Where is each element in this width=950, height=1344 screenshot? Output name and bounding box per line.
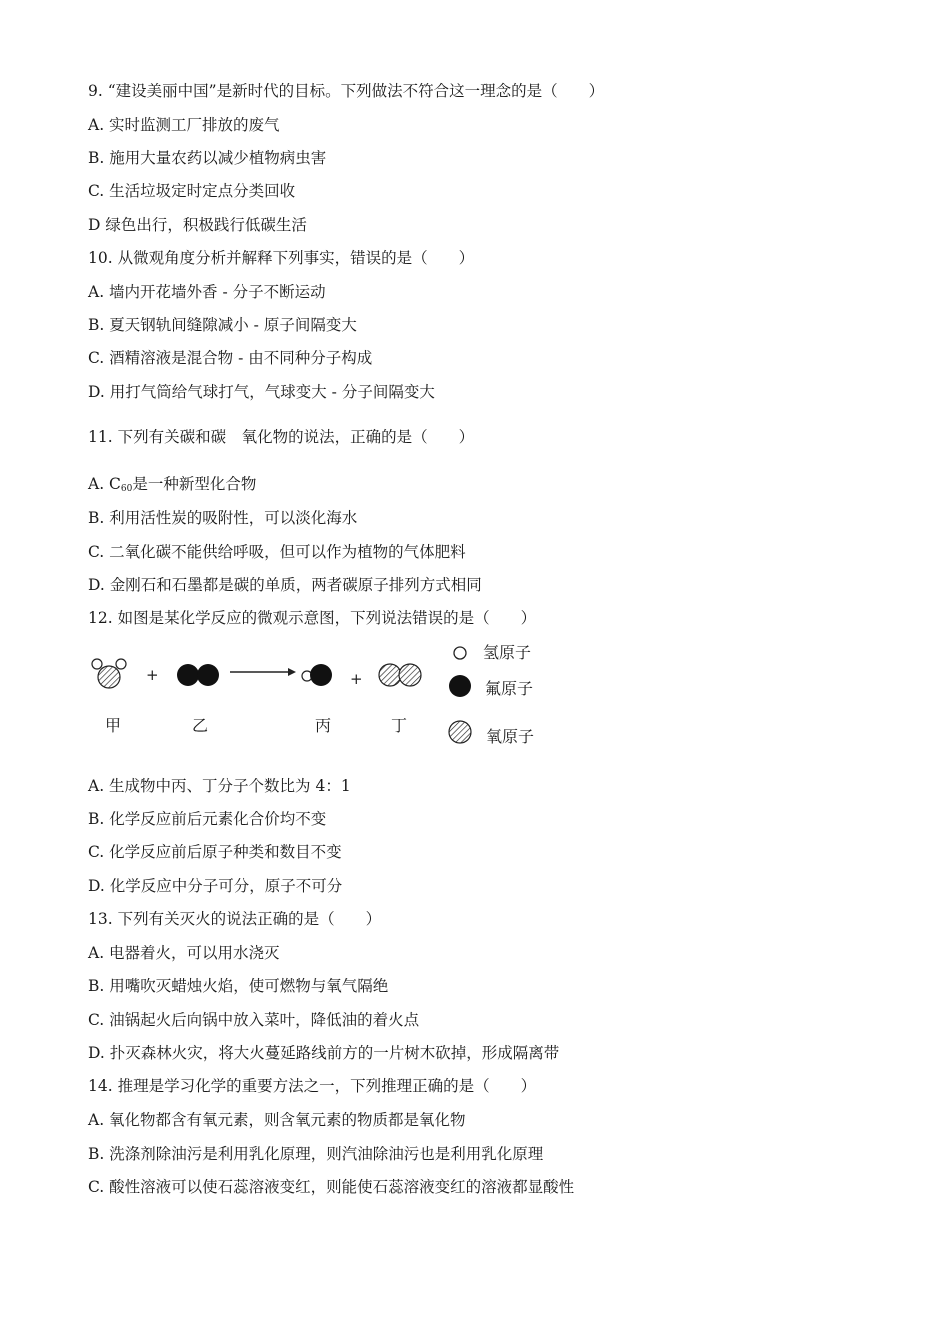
question-10-option-a: A. 墙内开花墙外香 - 分子不断运动: [88, 283, 326, 301]
question-10-option-d: D. 用打气筒给气球打气，气球变大 - 分子间隔变大: [88, 383, 435, 401]
plus-sign-1: +: [146, 666, 159, 684]
label-jia: 甲: [105, 716, 122, 735]
question-14-option-b: B. 洗涤剂除油污是利用乳化原理，则汽油除油污也是利用乳化原理: [88, 1145, 544, 1163]
question-11-option-a-subscript: 60: [120, 484, 133, 494]
question-11-stem: 11. 下列有关碳和碳 氧化物的说法，正确的是（ ）: [88, 428, 475, 446]
question-13-option-c: C. 油锅起火后向锅中放入菜叶，降低油的着火点: [88, 1011, 420, 1029]
legend-fluorine-label: 氟原子: [485, 679, 534, 698]
question-12-option-a: A. 生成物中丙、丁分子个数比为 4：1: [88, 777, 351, 795]
molecule-jia: [92, 659, 126, 688]
question-10-stem: 10. 从微观角度分析并解释下列事实，错误的是（ ）: [88, 249, 475, 267]
legend-oxygen-label: 氧原子: [486, 727, 535, 746]
question-11-option-d: D. 金刚石和石墨都是碳的单质，两者碳原子排列方式相同: [88, 576, 482, 594]
label-yi: 乙: [192, 716, 209, 735]
reaction-arrow-icon: [230, 668, 296, 676]
molecule-bing: [302, 664, 332, 686]
question-11-option-a-prefix: A. C: [88, 475, 121, 493]
question-9-option-b: B. 施用大量农药以减少植物病虫害: [88, 149, 327, 167]
question-13-option-a: A. 电器着火，可以用水浇灭: [88, 944, 280, 962]
question-12-option-b: B. 化学反应前后元素化合价均不变: [88, 810, 327, 828]
question-11-option-c: C. 二氧化碳不能供给呼吸，但可以作为植物的气体肥料: [88, 543, 466, 561]
question-13-stem: 13. 下列有关灭火的说法正确的是（ ）: [88, 910, 382, 928]
legend-hydrogen-label: 氢原子: [483, 643, 532, 662]
question-10-option-b: B. 夏天钢轨间缝隙减小 - 原子间隔变大: [88, 316, 357, 334]
question-13-option-d: D. 扑灭森林火灾，将大火蔓延路线前方的一片树木砍掉，形成隔离带: [88, 1044, 560, 1062]
molecule-ding: [379, 664, 421, 686]
question-12-stem: 12. 如图是某化学反应的微观示意图，下列说法错误的是（ ）: [88, 609, 537, 627]
question-9-option-c: C. 生活垃圾定时定点分类回收: [88, 182, 296, 200]
reaction-diagram: [88, 640, 558, 752]
question-12-option-d: D. 化学反应中分子可分，原子不可分: [88, 877, 343, 895]
question-14-stem: 14. 推理是学习化学的重要方法之一，下列推理正确的是（ ）: [88, 1077, 537, 1095]
legend-hydrogen-icon: [454, 647, 466, 659]
legend-fluorine-icon: [449, 675, 471, 697]
question-14-option-c: C. 酸性溶液可以使石蕊溶液变红，则能使石蕊溶液变红的溶液都显酸性: [88, 1178, 575, 1196]
question-11-option-a: [88, 474, 256, 499]
question-11-option-a-rest: 是一种新型化合物: [132, 475, 257, 493]
plus-sign-2: +: [350, 670, 363, 688]
question-13-option-b: B. 用嘴吹灭蜡烛火焰，使可燃物与氧气隔绝: [88, 977, 389, 995]
label-ding: 丁: [391, 716, 408, 735]
question-10-option-c: C. 酒精溶液是混合物 - 由不同种分子构成: [88, 349, 373, 367]
question-9-option-d: D 绿色出行，积极践行低碳生活: [88, 216, 307, 234]
question-9-stem: 9. “建设美丽中国”是新时代的目标。下列做法不符合这一理念的是（ ）: [88, 82, 605, 100]
question-14-option-a: A. 氧化物都含有氧元素，则含氧元素的物质都是氧化物: [88, 1111, 466, 1129]
molecule-yi: [177, 664, 219, 686]
label-bing: 丙: [315, 716, 332, 735]
legend-oxygen-icon: [449, 721, 471, 743]
question-11-option-b: B. 利用活性炭的吸附性，可以淡化海水: [88, 509, 358, 527]
question-12-option-c: C. 化学反应前后原子种类和数目不变: [88, 843, 342, 861]
question-9-option-a: A. 实时监测工厂排放的废气: [88, 116, 280, 134]
